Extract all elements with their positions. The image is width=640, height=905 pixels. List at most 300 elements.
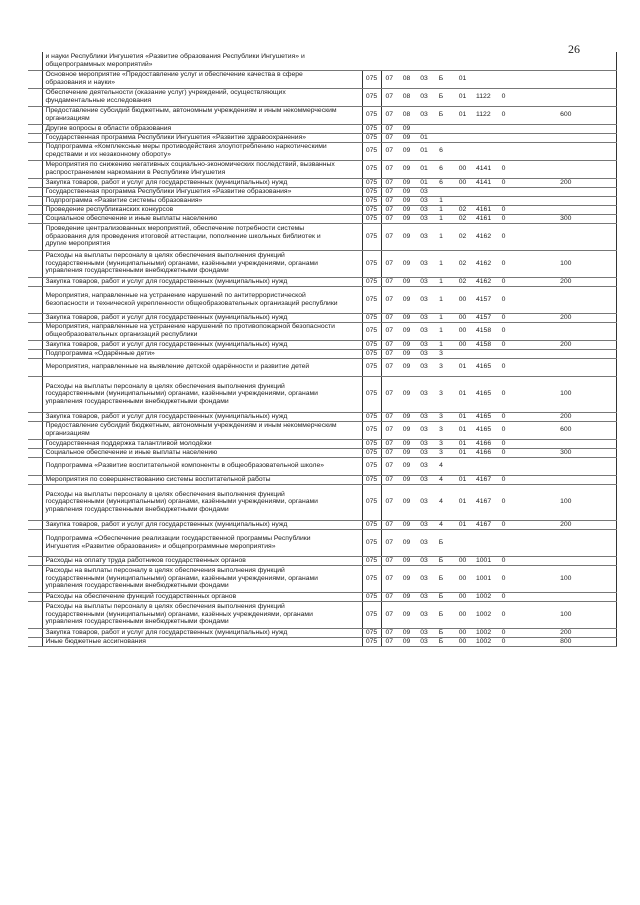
row-code-6 <box>475 133 491 142</box>
row-code-6: 1122 <box>475 106 491 124</box>
row-gap-cell <box>344 448 362 457</box>
table-row <box>28 187 616 196</box>
row-code-3: 03 <box>416 628 432 637</box>
row-name: Мероприятия, направленные на устранение нарушений по антитеррористической безопасности и технической укрепленности общеобразовательных организаций республики <box>42 286 344 313</box>
row-code-8: 600 <box>516 421 616 439</box>
row-code-5: 00 <box>450 340 475 349</box>
row-code-6: 4161 <box>476 205 491 213</box>
row-code-7 <box>491 349 516 358</box>
row-code-5: 01 <box>450 412 475 421</box>
row-code-0: 075 <box>362 322 381 340</box>
row-code-3: 03 <box>416 457 432 475</box>
row-code-6: 1001 <box>476 556 491 564</box>
row-code-6 <box>475 142 491 160</box>
row-name: Государственная поддержка талантливой молодёжи <box>42 439 344 448</box>
row-name: Закупка товаров, работ и услуг для государственных (муниципальных) нужд <box>42 628 344 637</box>
row-code-4: Б <box>432 88 450 106</box>
row-indent-cell <box>28 592 42 601</box>
table-row <box>28 322 616 340</box>
table-row <box>28 556 616 565</box>
row-code-4 <box>432 187 450 196</box>
row-code-6 <box>475 70 491 88</box>
row-code-7: 0 <box>491 205 516 214</box>
row-indent-cell <box>28 637 42 646</box>
row-code-1: 07 <box>381 205 397 214</box>
row-code-7: 0 <box>491 637 516 646</box>
row-gap-cell <box>344 421 362 439</box>
row-name: Подпрограмма «Развитие системы образования» <box>42 196 344 205</box>
table-row <box>28 160 616 178</box>
row-code-0 <box>362 52 381 70</box>
table-row <box>28 214 616 223</box>
row-code-8 <box>516 142 616 160</box>
row-code-4: Б <box>432 70 450 88</box>
row-gap-cell <box>344 187 362 196</box>
row-code-0: 075 <box>362 313 381 322</box>
row-code-2: 09 <box>397 529 416 556</box>
row-code-4: 4 <box>432 475 450 484</box>
row-code-0: 075 <box>362 457 381 475</box>
row-code-3 <box>416 124 432 133</box>
row-code-8: 200 <box>516 412 616 421</box>
row-code-2: 09 <box>397 520 416 529</box>
row-name: Расходы на выплаты персоналу в целях обеспечения выполнения функций государственными (муниципальными) органами, казённых учреждениями, органами управления государственными внебюджетными фондами <box>42 601 344 628</box>
table-row <box>28 88 616 106</box>
table-row <box>28 178 616 187</box>
row-code-5: 00 <box>450 286 475 313</box>
row-code-5: 01 <box>450 106 475 124</box>
table-row <box>28 196 616 205</box>
row-code-5: 01 <box>450 484 475 520</box>
row-gap-cell <box>344 439 362 448</box>
row-code-0: 075 <box>362 556 381 565</box>
row-code-4: 3 <box>432 358 450 376</box>
row-code-1: 07 <box>381 637 397 646</box>
row-code-3: 03 <box>416 439 432 448</box>
row-indent-cell <box>28 70 42 88</box>
row-gap-cell <box>344 106 362 124</box>
row-indent-cell <box>28 223 42 250</box>
row-code-6: 4165 <box>475 421 491 439</box>
row-indent-cell <box>28 160 42 178</box>
row-code-3: 03 <box>416 250 432 277</box>
table-row <box>28 133 616 142</box>
row-code-7: 0 <box>491 556 516 565</box>
row-gap-cell <box>344 637 362 646</box>
row-code-8 <box>516 70 616 88</box>
row-code-1 <box>381 52 397 70</box>
row-code-4: Б <box>432 592 450 601</box>
row-code-2: 09 <box>397 484 416 520</box>
row-indent-cell <box>28 214 42 223</box>
row-code-8: 100 <box>516 601 616 628</box>
row-code-2: 09 <box>397 637 416 646</box>
row-code-2: 08 <box>397 106 416 124</box>
row-name: Расходы на оплату труда работников государственных органов <box>42 556 344 565</box>
row-code-8 <box>516 322 616 340</box>
row-gap-cell <box>344 475 362 484</box>
row-code-3: 03 <box>416 592 432 601</box>
row-code-5: 01 <box>450 358 475 376</box>
row-gap-cell <box>344 340 362 349</box>
row-code-5: 02 <box>450 214 475 223</box>
row-code-1: 07 <box>381 160 397 178</box>
row-code-5: 00 <box>450 565 475 592</box>
row-name: Расходы на обеспечение функций государственных органов <box>42 592 344 601</box>
row-indent-cell <box>28 322 42 340</box>
row-code-7 <box>491 124 516 133</box>
row-code-4: 1 <box>432 286 450 313</box>
row-code-0: 075 <box>362 142 381 160</box>
row-code-2: 09 <box>397 286 416 313</box>
row-code-1: 07 <box>381 412 397 421</box>
table-row <box>28 601 616 628</box>
row-code-4: 6 <box>432 160 450 178</box>
row-code-8 <box>516 556 616 565</box>
row-code-6: 4166 <box>476 439 491 447</box>
row-code-3: 03 <box>416 187 432 196</box>
table-row <box>28 124 616 133</box>
row-code-5: 01 <box>450 448 475 457</box>
row-code-3: 03 <box>416 214 432 223</box>
row-code-6: 1002 <box>475 601 491 628</box>
row-name: Проведение централизованных мероприятий, обеспечение потребности системы образования для проведения итоговой аттестации, пополнение школьных библиотек и другие мероприятия <box>42 223 344 250</box>
row-code-3: 03 <box>416 484 432 520</box>
row-code-0: 075 <box>362 637 381 646</box>
row-name: Закупка товаров, работ и услуг для государственных (муниципальных) нужд <box>42 178 344 187</box>
row-code-7: 0 <box>491 88 516 106</box>
row-gap-cell <box>344 529 362 556</box>
row-code-0: 075 <box>362 628 381 637</box>
row-code-0: 075 <box>362 178 381 187</box>
row-name: Предоставление субсидий бюджетным, автономным учреждениям и иным некоммерческим организациям <box>42 106 344 124</box>
row-code-8 <box>516 286 616 313</box>
row-indent-cell <box>28 520 42 529</box>
row-code-2: 09 <box>397 592 416 601</box>
row-code-0: 075 <box>362 475 381 484</box>
row-code-1: 07 <box>381 106 397 124</box>
row-code-2: 09 <box>397 601 416 628</box>
table-row <box>28 520 616 529</box>
row-code-8 <box>516 124 616 133</box>
row-name: Другие вопросы в области образования <box>42 124 344 133</box>
row-code-8 <box>516 160 616 178</box>
row-code-2: 08 <box>397 88 416 106</box>
row-indent-cell <box>28 133 42 142</box>
table-row <box>28 421 616 439</box>
table-row <box>28 592 616 601</box>
row-code-1: 07 <box>381 439 397 448</box>
row-code-6: 4158 <box>475 322 491 340</box>
row-code-6: 4158 <box>476 340 491 348</box>
row-code-4 <box>432 124 450 133</box>
row-code-8: 100 <box>516 484 616 520</box>
row-code-6: 4166 <box>476 448 491 456</box>
row-code-1: 07 <box>381 322 397 340</box>
row-code-5 <box>450 142 475 160</box>
row-code-0: 075 <box>362 592 381 601</box>
row-code-3: 03 <box>416 601 432 628</box>
row-indent-cell <box>28 340 42 349</box>
row-code-7: 0 <box>491 475 516 484</box>
table-row <box>28 358 616 376</box>
row-gap-cell <box>344 70 362 88</box>
row-code-3: 03 <box>416 565 432 592</box>
row-code-8 <box>516 88 616 106</box>
row-code-3: 01 <box>416 178 432 187</box>
row-indent-cell <box>28 142 42 160</box>
row-gap-cell <box>344 484 362 520</box>
row-code-6 <box>475 196 491 205</box>
row-code-4: 3 <box>432 376 450 412</box>
row-code-1: 07 <box>381 529 397 556</box>
row-code-2: 09 <box>397 160 416 178</box>
row-code-7: 0 <box>491 250 516 277</box>
row-gap-cell <box>344 313 362 322</box>
row-code-2: 09 <box>397 178 416 187</box>
table-row <box>28 448 616 457</box>
row-code-6: 4162 <box>475 223 491 250</box>
row-code-7: 0 <box>491 340 516 349</box>
row-code-0: 075 <box>362 250 381 277</box>
row-indent-cell <box>28 178 42 187</box>
budget-table <box>28 52 616 647</box>
row-code-0: 075 <box>362 196 381 205</box>
row-name: Мероприятия, направленные на выявление детской одарённости и развитие детей <box>42 358 344 376</box>
row-indent-cell <box>28 484 42 520</box>
row-code-8 <box>516 196 616 205</box>
row-code-6: 4167 <box>475 484 491 520</box>
table-row <box>28 628 616 637</box>
row-code-0: 075 <box>362 133 381 142</box>
row-gap-cell <box>344 88 362 106</box>
row-code-3: 03 <box>416 106 432 124</box>
row-code-6: 4162 <box>475 250 491 277</box>
row-indent-cell <box>28 124 42 133</box>
row-code-7: 0 <box>491 376 516 412</box>
row-name: Предоставление субсидий бюджетным, автономным учреждениям и иным некоммерческим организациям <box>42 421 344 439</box>
row-code-8: 100 <box>516 376 616 412</box>
row-code-3: 03 <box>416 556 432 565</box>
row-code-1: 07 <box>381 124 397 133</box>
row-code-7: 0 <box>491 313 516 322</box>
row-code-2: 09 <box>397 223 416 250</box>
row-code-6: 4162 <box>476 277 491 285</box>
row-code-6 <box>475 457 491 475</box>
table-row <box>28 565 616 592</box>
row-code-0: 075 <box>362 412 381 421</box>
row-code-7: 0 <box>491 592 516 601</box>
row-name: Закупка товаров, работ и услуг для государственных (муниципальных) нужд <box>42 520 344 529</box>
row-indent-cell <box>28 376 42 412</box>
row-indent-cell <box>28 250 42 277</box>
row-code-8: 200 <box>516 313 616 322</box>
row-code-7: 0 <box>491 160 516 178</box>
row-name: Закупка товаров, работ и услуг для государственных (муниципальных) нужд <box>42 277 344 286</box>
table-row <box>28 106 616 124</box>
row-code-1: 07 <box>381 223 397 250</box>
row-code-4: 1 <box>432 205 450 214</box>
row-code-8: 300 <box>516 214 616 223</box>
row-code-3: 03 <box>416 322 432 340</box>
row-code-0: 075 <box>362 88 381 106</box>
row-code-7 <box>491 133 516 142</box>
row-code-5 <box>450 52 475 70</box>
row-code-7: 0 <box>491 448 516 457</box>
row-code-7: 0 <box>491 628 516 637</box>
row-code-7 <box>491 52 516 70</box>
row-code-6: 4165 <box>475 358 491 376</box>
row-code-5: 00 <box>450 178 475 187</box>
row-code-3: 03 <box>416 340 432 349</box>
row-name: Расходы на выплаты персоналу в целях обеспечения выполнения функций государственными (муниципальными) органами, казёнными учреждениями, органами управления государственными внебюджетными фондами <box>42 565 344 592</box>
row-code-0: 075 <box>362 529 381 556</box>
row-code-4: 4 <box>432 520 450 529</box>
row-name: Иные бюджетные ассигнования <box>42 637 344 646</box>
row-code-8 <box>516 475 616 484</box>
row-code-4: 1 <box>432 250 450 277</box>
row-code-4: 3 <box>432 349 450 358</box>
row-code-1: 07 <box>381 286 397 313</box>
row-code-0: 075 <box>362 358 381 376</box>
row-gap-cell <box>344 124 362 133</box>
row-code-4: Б <box>432 556 450 565</box>
table-row <box>28 376 616 412</box>
row-code-0: 075 <box>362 286 381 313</box>
row-gap-cell <box>344 601 362 628</box>
row-code-6: 4165 <box>475 376 491 412</box>
row-indent-cell <box>28 52 42 70</box>
row-name: Закупка товаров, работ и услуг для государственных (муниципальных) нужд <box>42 412 344 421</box>
row-code-6: 4167 <box>476 520 491 528</box>
row-gap-cell <box>344 250 362 277</box>
row-code-1: 07 <box>381 556 397 565</box>
row-code-3: 03 <box>416 358 432 376</box>
row-code-1: 07 <box>381 187 397 196</box>
row-code-0: 075 <box>362 421 381 439</box>
table-row <box>28 313 616 322</box>
row-name: Расходы на выплаты персоналу в целях обеспечения выполнения функций государственными (муниципальными) органами, казёнными учреждениями, органами управления государственными внебюджетными фондами <box>42 250 344 277</box>
row-gap-cell <box>344 142 362 160</box>
row-name: Закупка товаров, работ и услуг для государственных (муниципальных) нужд <box>42 313 344 322</box>
row-code-4: 3 <box>432 448 450 457</box>
row-code-5: 02 <box>450 250 475 277</box>
row-code-3: 03 <box>416 448 432 457</box>
row-code-4: 3 <box>432 412 450 421</box>
row-code-8 <box>516 358 616 376</box>
row-code-3: 01 <box>416 160 432 178</box>
row-indent-cell <box>28 277 42 286</box>
row-code-7: 0 <box>491 178 516 187</box>
row-code-5 <box>450 529 475 556</box>
row-code-0: 075 <box>362 214 381 223</box>
row-code-1: 07 <box>381 214 397 223</box>
row-gap-cell <box>344 133 362 142</box>
row-code-2: 09 <box>397 358 416 376</box>
row-code-6: 4157 <box>476 313 491 321</box>
row-code-2: 09 <box>397 187 416 196</box>
row-code-2: 09 <box>397 439 416 448</box>
row-code-7 <box>491 196 516 205</box>
row-code-2: 09 <box>397 124 416 133</box>
row-code-6: 4161 <box>476 214 491 222</box>
row-code-6: 1002 <box>476 637 491 645</box>
row-code-7: 0 <box>491 214 516 223</box>
row-indent-cell <box>28 106 42 124</box>
row-gap-cell <box>344 565 362 592</box>
row-code-8: 300 <box>516 448 616 457</box>
row-code-4: Б <box>432 601 450 628</box>
row-code-3: 03 <box>416 412 432 421</box>
row-name: Социальное обеспечение и иные выплаты населению <box>42 448 344 457</box>
row-code-2: 09 <box>397 475 416 484</box>
row-code-3: 03 <box>416 286 432 313</box>
row-code-5: 00 <box>450 313 475 322</box>
row-code-8 <box>516 223 616 250</box>
row-code-2: 09 <box>397 277 416 286</box>
row-indent-cell <box>28 421 42 439</box>
row-code-0: 075 <box>362 448 381 457</box>
row-code-2: 08 <box>397 70 416 88</box>
row-code-5: 01 <box>450 439 475 448</box>
row-code-6 <box>475 52 491 70</box>
row-code-5: 01 <box>450 421 475 439</box>
row-indent-cell <box>28 412 42 421</box>
row-indent-cell <box>28 187 42 196</box>
row-code-1: 07 <box>381 448 397 457</box>
row-code-4 <box>432 133 450 142</box>
row-code-7: 0 <box>491 358 516 376</box>
row-name: Государственная программа Республики Ингушетия «Развитие образования» <box>42 187 344 196</box>
row-indent-cell <box>28 475 42 484</box>
page-number: 26 <box>568 42 580 56</box>
row-code-4: Б <box>432 565 450 592</box>
table-row <box>28 412 616 421</box>
row-code-7: 0 <box>491 421 516 439</box>
row-name: Обеспечение деятельности (оказание услуг) учреждений, осуществляющих фундаментальные исследования <box>42 88 344 106</box>
row-code-5 <box>450 124 475 133</box>
row-code-0: 075 <box>362 376 381 412</box>
row-code-0: 075 <box>362 565 381 592</box>
row-name: Расходы на выплаты персоналу в целях обеспечения выполнения функций государственными (муниципальными) органами, казёнными учреждениями, органами управления государственными внебюджетными фондами <box>42 376 344 412</box>
row-code-5 <box>450 187 475 196</box>
row-code-7: 0 <box>491 277 516 286</box>
row-gap-cell <box>344 196 362 205</box>
row-code-8: 200 <box>516 178 616 187</box>
row-code-1: 07 <box>381 340 397 349</box>
row-code-8: 800 <box>516 637 616 646</box>
row-code-4: 1 <box>432 277 450 286</box>
table-row <box>28 142 616 160</box>
row-gap-cell <box>344 322 362 340</box>
row-code-2: 09 <box>397 322 416 340</box>
row-code-1: 07 <box>381 88 397 106</box>
row-code-4: 6 <box>432 178 450 187</box>
row-code-8: 200 <box>516 520 616 529</box>
row-gap-cell <box>344 520 362 529</box>
row-code-7: 0 <box>491 439 516 448</box>
row-code-3: 03 <box>416 349 432 358</box>
row-code-5: 01 <box>450 475 475 484</box>
row-name: и науки Республики Ингушетия «Развитие образования Республики Ингушетия» и общепрограммных мероприятий» <box>42 52 344 70</box>
row-code-5: 01 <box>450 376 475 412</box>
row-code-1: 07 <box>381 565 397 592</box>
row-code-7: 0 <box>491 223 516 250</box>
row-indent-cell <box>28 529 42 556</box>
row-indent-cell <box>28 205 42 214</box>
row-code-2: 09 <box>397 250 416 277</box>
row-name: Основное мероприятие «Предоставление услуг и обеспечение качества в сфере образования и науки» <box>42 70 344 88</box>
